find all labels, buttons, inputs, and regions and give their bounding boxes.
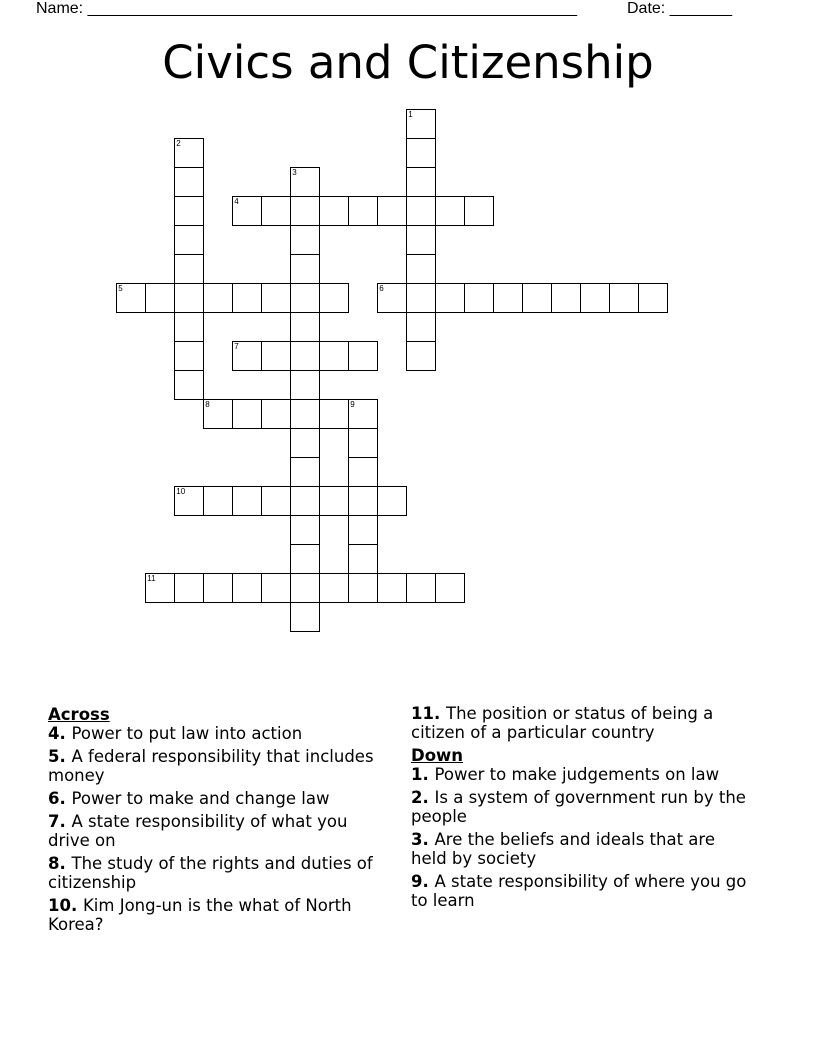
grid-cell[interactable] [290, 312, 320, 342]
grid-cell[interactable] [174, 312, 204, 342]
clues-right-column [411, 704, 751, 914]
clue-across-11: 11. The position or status of being a citizen of a particular country [411, 704, 714, 742]
clue-number: 4 [48, 724, 60, 743]
grid-cell[interactable] [232, 573, 262, 603]
clue-text: A state responsibility of what you drive on [48, 812, 348, 850]
grid-cell[interactable] [406, 341, 436, 371]
down-heading: Down [411, 746, 464, 765]
grid-cell[interactable] [232, 486, 262, 516]
grid-cell[interactable] [232, 283, 262, 313]
cell-number: 6 [379, 284, 384, 294]
grid-cell[interactable] [435, 573, 465, 603]
grid-cell[interactable] [174, 370, 204, 400]
grid-cell[interactable] [609, 283, 639, 313]
cell-number: 8 [205, 400, 210, 410]
name-field [36, 0, 577, 18]
clue-text: The study of the rights and duties of citizenship [48, 854, 373, 892]
name-line: _______________________________________________________ [87, 0, 577, 17]
grid-cell[interactable] [261, 486, 291, 516]
grid-cell[interactable] [406, 167, 436, 197]
grid-cell[interactable] [406, 196, 436, 226]
cell-number: 7 [234, 342, 239, 352]
grid-cell[interactable] [406, 109, 436, 139]
grid-cell[interactable] [348, 428, 378, 458]
clue-down-1: 1. Power to make judgements on law [411, 765, 720, 784]
cell-number: 4 [234, 197, 239, 207]
grid-cell[interactable] [319, 341, 349, 371]
grid-cell[interactable] [232, 399, 262, 429]
grid-cell[interactable] [145, 573, 175, 603]
grid-cell[interactable] [377, 573, 407, 603]
grid-cell[interactable] [261, 283, 291, 313]
grid-cell[interactable] [174, 341, 204, 371]
clue-number: 5 [48, 747, 60, 766]
clue-number: 11 [411, 704, 434, 723]
clue-text: A federal responsibility that includes money [48, 747, 374, 785]
grid-cell[interactable] [203, 283, 233, 313]
puzzle-title: Civics and Citizenship [162, 36, 654, 89]
grid-cell[interactable] [348, 486, 378, 516]
clue-across-5: 5. A federal responsibility that includes money [48, 747, 374, 785]
grid-cell[interactable] [290, 167, 320, 197]
grid-cell[interactable] [377, 196, 407, 226]
grid-cell[interactable] [290, 457, 320, 487]
clue-text: A state responsibility of where you go to learn [411, 872, 747, 910]
clue-down-2: 2. Is a system of government run by the people [411, 788, 746, 826]
grid-cell[interactable] [580, 283, 610, 313]
clue-text: Power to put law into action [71, 724, 303, 743]
grid-cell[interactable] [203, 399, 233, 429]
clues-left-column [48, 704, 388, 938]
grid-cell[interactable] [174, 196, 204, 226]
grid-cell[interactable] [406, 254, 436, 284]
grid-cell[interactable] [261, 399, 291, 429]
grid-cell[interactable] [435, 283, 465, 313]
cell-number: 1 [408, 110, 413, 120]
grid-cell[interactable] [319, 573, 349, 603]
grid-cell[interactable] [406, 283, 436, 313]
grid-cell[interactable] [290, 544, 320, 574]
name-label: Name: [36, 0, 88, 17]
grid-cell[interactable] [174, 254, 204, 284]
grid-cell[interactable] [203, 486, 233, 516]
grid-cell[interactable] [319, 399, 349, 429]
date-field [627, 0, 732, 18]
clue-across-6: 6. Power to make and change law [48, 789, 330, 808]
cell-number: 3 [292, 168, 297, 178]
cell-number: 10 [176, 487, 186, 497]
grid-cell[interactable] [319, 283, 349, 313]
grid-cell[interactable] [377, 283, 407, 313]
grid-cell[interactable] [406, 573, 436, 603]
clue-across-8: 8. The study of the rights and duties of citizenship [48, 854, 373, 892]
grid-cell[interactable] [174, 283, 204, 313]
grid-cell[interactable] [174, 225, 204, 255]
grid-cell[interactable] [377, 486, 407, 516]
clue-across-4: 4. Power to put law into action [48, 724, 303, 743]
grid-cell[interactable] [348, 457, 378, 487]
grid-cell[interactable] [290, 196, 320, 226]
grid-cell[interactable] [174, 138, 204, 168]
date-line: _______ [669, 0, 732, 17]
grid-cell[interactable] [406, 312, 436, 342]
grid-cell[interactable] [348, 341, 378, 371]
grid-cell[interactable] [174, 573, 204, 603]
clue-text: The position or status of being a citizen of a particular country [411, 704, 714, 742]
clue-number: 6 [48, 789, 60, 808]
grid-cell[interactable] [145, 283, 175, 313]
grid-cell[interactable] [290, 573, 320, 603]
grid-cell[interactable] [319, 196, 349, 226]
grid-cell[interactable] [290, 341, 320, 371]
grid-cell[interactable] [406, 138, 436, 168]
clue-number: 8 [48, 854, 60, 873]
grid-cell[interactable] [348, 399, 378, 429]
grid-cell[interactable] [261, 196, 291, 226]
clue-down-3: 3. Are the beliefs and ideals that are held by society [411, 830, 715, 868]
cell-number: 2 [176, 139, 181, 149]
clue-number: 3 [411, 830, 423, 849]
grid-cell[interactable] [348, 515, 378, 545]
grid-cell[interactable] [290, 428, 320, 458]
grid-cell[interactable] [406, 225, 436, 255]
grid-cell[interactable] [290, 486, 320, 516]
grid-cell[interactable] [290, 515, 320, 545]
grid-cell[interactable] [348, 544, 378, 574]
grid-cell[interactable] [435, 196, 465, 226]
clue-number: 2 [411, 788, 423, 807]
grid-cell[interactable] [348, 573, 378, 603]
grid-cell[interactable] [116, 283, 146, 313]
clue-text: Power to make and change law [71, 789, 330, 808]
cell-number: 5 [118, 284, 123, 294]
clue-text: Is a system of government run by the people [411, 788, 746, 826]
grid-cell[interactable] [493, 283, 523, 313]
grid-cell[interactable] [290, 602, 320, 632]
grid-cell[interactable] [348, 196, 378, 226]
grid-cell[interactable] [638, 283, 668, 313]
grid-cell[interactable] [290, 370, 320, 400]
clue-across-7: 7. A state responsibility of what you drive on [48, 812, 348, 850]
across-heading: Across [48, 705, 110, 724]
grid-cell[interactable] [290, 254, 320, 284]
grid-cell[interactable] [261, 573, 291, 603]
clue-text: Are the beliefs and ideals that are held by society [411, 830, 715, 868]
grid-cell[interactable] [522, 283, 552, 313]
grid-cell[interactable] [464, 196, 494, 226]
clue-number: 9 [411, 872, 423, 891]
grid-cell[interactable] [174, 486, 204, 516]
clue-down-9: 9. A state responsibility of where you go to learn [411, 872, 747, 910]
clue-text: Power to make judgements on law [434, 765, 720, 784]
clue-across-10: 10. Kim Jong-un is the what of North Korea? [48, 896, 352, 934]
grid-cell[interactable] [203, 573, 233, 603]
grid-cell[interactable] [290, 283, 320, 313]
cell-number: 9 [350, 400, 355, 410]
grid-cell[interactable] [290, 399, 320, 429]
grid-cell[interactable] [319, 486, 349, 516]
grid-cell[interactable] [261, 341, 291, 371]
clue-text: Kim Jong-un is the what of North Korea? [48, 896, 352, 934]
clue-number: 10 [48, 896, 71, 915]
grid-cell[interactable] [464, 283, 494, 313]
grid-cell[interactable] [290, 225, 320, 255]
clue-number: 7 [48, 812, 60, 831]
date-label: Date: [627, 0, 670, 17]
clue-number: 1 [411, 765, 423, 784]
cell-number: 11 [147, 574, 156, 584]
grid-cell[interactable] [174, 167, 204, 197]
grid-cell[interactable] [232, 196, 262, 226]
grid-cell[interactable] [232, 341, 262, 371]
grid-cell[interactable] [551, 283, 581, 313]
